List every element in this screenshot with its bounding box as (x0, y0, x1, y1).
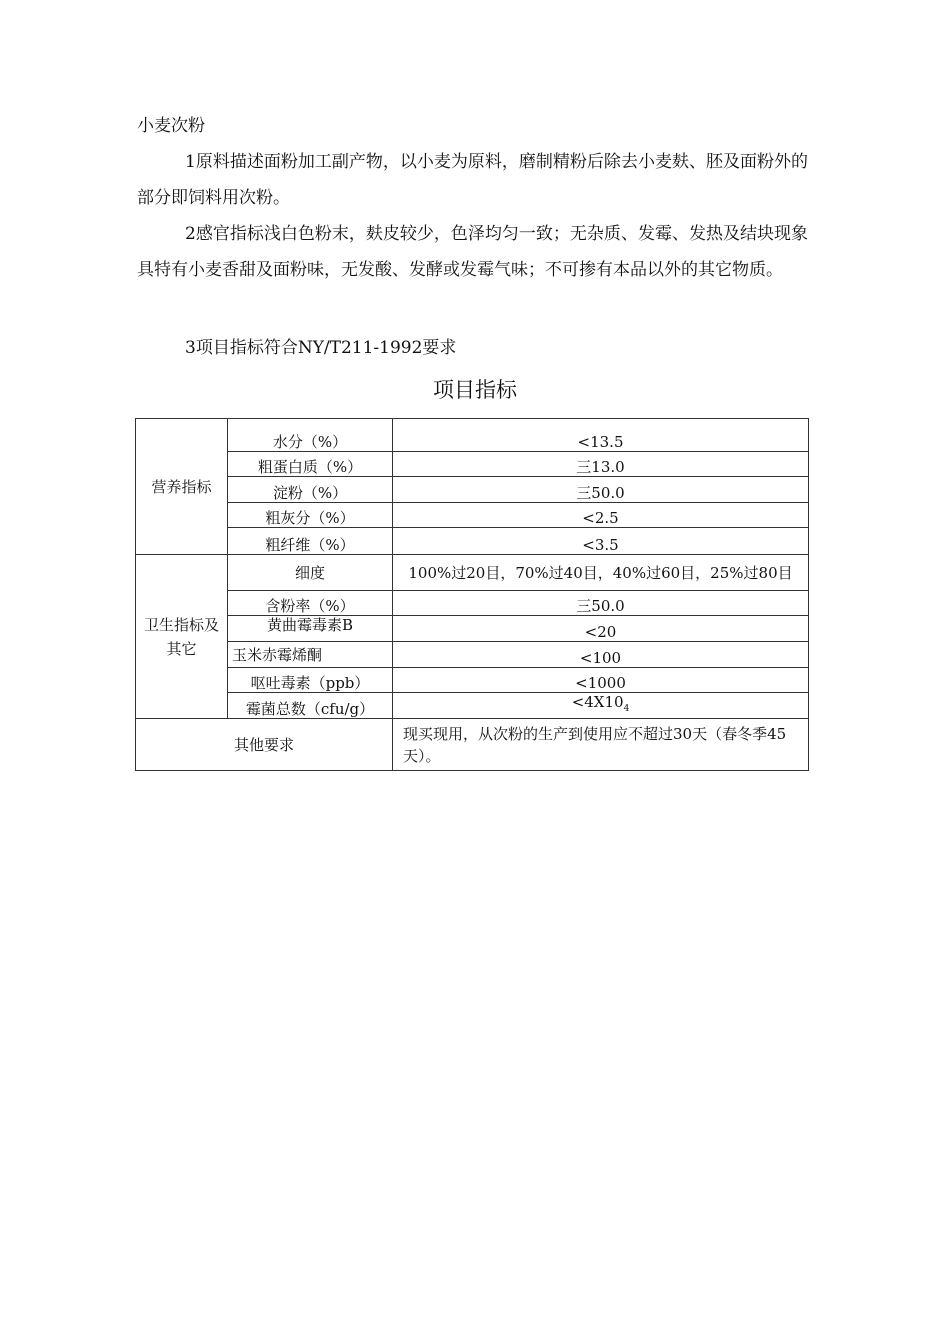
item-cell: 玉米赤霉烯酮 (228, 642, 393, 668)
value-cell: <20 (393, 616, 809, 642)
table-row (136, 555, 809, 591)
table-row (136, 591, 809, 616)
item-cell: 粗蛋白质（%） (228, 452, 393, 477)
paragraph-standard-text: 3项目指标符合NY/T211-1992要求 (185, 338, 457, 358)
paragraph-sensory (137, 216, 808, 288)
item-cell: 呕吐毒素（ppb） (228, 668, 393, 693)
value-cell: <13.5 (393, 419, 809, 452)
table-title: 项目指标 (433, 378, 517, 402)
table-row (136, 693, 809, 719)
item-cell: 粗灰分（%） (228, 503, 393, 528)
table-row (136, 503, 809, 528)
value-cell: 三13.0 (393, 452, 809, 477)
item-cell: 黄曲霉毒素B (228, 616, 393, 642)
value-cell: 三50.0 (393, 591, 809, 616)
paragraph-raw-material (137, 144, 808, 216)
table-row (136, 719, 809, 771)
value-exponent: 4 (623, 704, 630, 714)
value-cell: 100%过20目，70%过40目，40%过60目，25%过80目 (393, 555, 809, 591)
value-cell: <2.5 (393, 503, 809, 528)
table-row (136, 452, 809, 477)
table-row (136, 528, 809, 555)
document-heading: 小麦次粉 (137, 116, 205, 136)
value-text: <4X10 (571, 693, 624, 711)
item-cell: 细度 (228, 555, 393, 591)
table-row (136, 419, 809, 452)
item-cell: 粗纤维（%） (228, 528, 393, 555)
value-cell (393, 693, 809, 719)
item-cell: 淀粉（%） (228, 477, 393, 503)
value-cell: <100 (393, 642, 809, 668)
group-hygiene-label: 卫生指标及其它 (136, 555, 228, 719)
table-row (136, 616, 809, 642)
table-row (136, 477, 809, 503)
table-row (136, 668, 809, 693)
value-cell: 三50.0 (393, 477, 809, 503)
other-requirements-label: 其他要求 (136, 719, 393, 771)
paragraph-standard (137, 330, 808, 366)
group-nutrition-label: 营养指标 (136, 419, 228, 555)
value-cell: <1000 (393, 668, 809, 693)
paragraph-sensory-text: 2感官指标浅白色粉末，麸皮较少，色泽均匀一致；无杂质、发霉、发热及结块现象具特有小麦香甜及面粉味，无发酸、发酵或发霉气味；不可掺有本品以外的其它物质。 (137, 224, 808, 280)
other-requirements-value: 现买现用，从次粉的生产到使用应不超过30天（春冬季45天）。 (393, 719, 809, 771)
spec-table (135, 418, 809, 771)
item-cell: 水分（%） (228, 419, 393, 452)
value-cell: <3.5 (393, 528, 809, 555)
item-cell: 霉菌总数（cfu/g） (228, 693, 393, 719)
item-cell: 含粉率（%） (228, 591, 393, 616)
paragraph-raw-material-text: 1原料描述面粉加工副产物，以小麦为原料，磨制精粉后除去小麦麸、胚及面粉外的部分即饲料用次粉。 (137, 152, 808, 208)
table-row (136, 642, 809, 668)
